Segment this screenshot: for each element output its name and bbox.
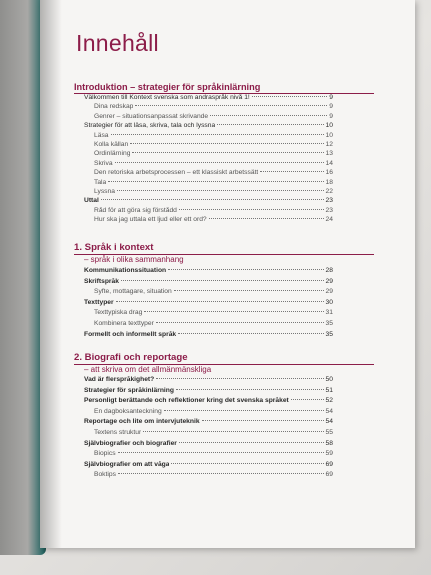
toc-entry-title: En dagboksanteckning bbox=[94, 407, 162, 415]
toc-entry-page: 22 bbox=[325, 188, 333, 195]
toc-leader-dots bbox=[101, 199, 324, 200]
toc-entry-title: Biopics bbox=[94, 450, 116, 458]
toc-entry-page: 58 bbox=[325, 439, 333, 447]
toc-entry-title: Råd för att göra sig förstådd bbox=[94, 206, 177, 214]
toc-entry-page: 16 bbox=[325, 169, 333, 177]
toc-entry bbox=[74, 267, 333, 277]
toc-entry bbox=[74, 320, 333, 330]
toc-entry bbox=[74, 450, 333, 460]
toc-leader-dots bbox=[121, 280, 324, 281]
section-heading-ch1: 1. Språk i kontext bbox=[74, 242, 374, 255]
toc-entry-page: 18 bbox=[325, 178, 333, 186]
toc-entry-page: 69 bbox=[325, 460, 333, 468]
toc-entry bbox=[74, 397, 333, 407]
toc-leader-dots bbox=[176, 389, 324, 390]
toc-entry-title: Boktips bbox=[94, 471, 116, 479]
toc-entry-title: Dina redskap bbox=[94, 103, 134, 111]
section-heading-intro: Introduktion – strategier för språkinlärning bbox=[74, 82, 374, 94]
toc-entry-page: 23 bbox=[325, 206, 333, 214]
toc-entry-title: Välkommen till Kontext svenska som andraspråk nivå 1! bbox=[84, 94, 250, 101]
toc-entry-title: Skriftspråk bbox=[84, 277, 119, 285]
toc-entry-page: 30 bbox=[325, 298, 333, 306]
toc-entry-title: Texttypiska drag bbox=[94, 309, 143, 317]
toc-entry-page: 69 bbox=[325, 471, 333, 479]
toc-entry-page: 35 bbox=[325, 330, 333, 338]
toc-entry-title: Läsa bbox=[94, 131, 109, 139]
toc-leader-dots bbox=[179, 209, 324, 210]
toc-entry-title: Genrer – situationsanpassat skrivande bbox=[94, 112, 209, 120]
toc-entry-title: Syfte, mottagare, situation bbox=[94, 288, 172, 296]
toc-entry bbox=[74, 440, 333, 450]
toc-entry-page: 9 bbox=[329, 94, 333, 101]
toc-entry-title: Den retoriska arbetsprocessen – ett klassiskt arbetssätt bbox=[94, 169, 259, 177]
toc-entry-title: Textens struktur bbox=[94, 429, 142, 436]
toc-entry-title: Kommunikationssituation bbox=[84, 267, 167, 274]
toc-leader-dots bbox=[118, 452, 324, 453]
toc-leader-dots bbox=[135, 105, 327, 106]
toc-entry bbox=[74, 278, 333, 288]
toc-entry-title: Skriva bbox=[94, 159, 113, 167]
toc-entry bbox=[74, 429, 333, 439]
toc-entry-page: 54 bbox=[325, 418, 333, 426]
toc-leader-dots bbox=[130, 143, 323, 144]
toc-entry-title: Lyssna bbox=[94, 188, 115, 195]
toc-leader-dots bbox=[164, 410, 324, 411]
toc-leader-dots bbox=[156, 378, 323, 379]
toc-entry-page: 29 bbox=[325, 288, 333, 296]
toc-entry-page: 9 bbox=[329, 112, 333, 120]
toc-entry-title: Tala bbox=[94, 178, 107, 186]
toc-leader-dots bbox=[217, 124, 323, 125]
toc-entry-title: Kolla källan bbox=[94, 141, 129, 148]
toc-leader-dots bbox=[117, 190, 324, 191]
toc-leader-dots bbox=[291, 399, 324, 400]
toc-entry bbox=[74, 288, 333, 298]
toc-entry-title: Vad är flerspråkighet? bbox=[84, 376, 155, 383]
toc-leader-dots bbox=[174, 290, 324, 291]
toc-entry-title: Strategier för språkinlärning bbox=[84, 386, 174, 394]
toc-entry-page: 52 bbox=[325, 397, 333, 405]
toc-entry-page: 23 bbox=[325, 197, 333, 205]
toc-leader-dots bbox=[210, 115, 327, 116]
toc-leader-dots bbox=[108, 181, 323, 182]
toc-entry-page: 35 bbox=[325, 320, 333, 327]
toc-entry-page: 59 bbox=[325, 450, 333, 458]
toc-entry bbox=[74, 471, 333, 481]
toc-leader-dots bbox=[156, 322, 324, 323]
toc-entry-title: Ordinlärning bbox=[94, 150, 131, 158]
toc-entry-page: 28 bbox=[325, 267, 333, 274]
toc-entry bbox=[74, 461, 333, 471]
section-subtitle-ch1: – språk i olika sammanhang bbox=[84, 255, 184, 264]
toc-entry-page: 12 bbox=[325, 141, 333, 148]
toc-entry-page: 55 bbox=[325, 429, 333, 436]
toc-entry bbox=[74, 309, 333, 319]
toc-entry-page: 31 bbox=[325, 309, 333, 317]
toc-leader-dots bbox=[178, 333, 323, 334]
toc-entry-page: 10 bbox=[325, 131, 333, 139]
toc-entry-title: Texttyper bbox=[84, 298, 114, 306]
toc-leader-dots bbox=[111, 134, 324, 135]
toc-leader-dots bbox=[118, 473, 324, 474]
toc-entry-page: 51 bbox=[325, 386, 333, 394]
toc-entry bbox=[74, 408, 333, 418]
toc-entry-title: Uttal bbox=[84, 197, 99, 205]
toc-entry-page: 14 bbox=[325, 159, 333, 167]
toc-entry-title: Hur ska jag uttala ett ljud eller ett ord? bbox=[94, 216, 207, 224]
toc-entry-title: Personligt berättande och reflektioner kring det svenska språket bbox=[84, 397, 289, 405]
toc-entry-page: 13 bbox=[325, 150, 333, 158]
toc-leader-dots bbox=[171, 463, 323, 464]
toc-entry bbox=[74, 418, 333, 428]
toc-entry bbox=[74, 331, 333, 341]
toc-entry-page: 24 bbox=[325, 216, 333, 224]
toc-entry-page: 29 bbox=[325, 277, 333, 285]
toc-entry bbox=[74, 376, 333, 386]
section-subtitle-ch2: – att skriva om det allmänmänskliga bbox=[84, 365, 212, 374]
toc-leader-dots bbox=[209, 218, 324, 219]
page-title: Innehåll bbox=[76, 30, 159, 56]
toc-leader-dots bbox=[179, 442, 324, 443]
toc-leader-dots bbox=[144, 311, 323, 312]
toc-leader-dots bbox=[115, 162, 324, 163]
toc-leader-dots bbox=[168, 269, 323, 270]
toc-entry-title: Självbiografier om att våga bbox=[84, 460, 170, 468]
toc-entry-title: Självbiografier och biografier bbox=[84, 439, 177, 447]
toc-entry-title: Strategier för att läsa, skriva, tala och lyssna bbox=[84, 122, 216, 130]
toc-leader-dots bbox=[143, 431, 323, 432]
toc-entry-page: 50 bbox=[325, 376, 333, 383]
toc-entry bbox=[74, 387, 333, 397]
toc-leader-dots bbox=[132, 152, 323, 153]
toc-entry-page: 9 bbox=[329, 103, 333, 111]
toc-entry-page: 54 bbox=[325, 407, 333, 415]
toc-entry-title: Formellt och informellt språk bbox=[84, 330, 177, 338]
toc-entry bbox=[74, 299, 333, 309]
section-heading-ch2: 2. Biografi och reportage bbox=[74, 352, 374, 365]
toc-leader-dots bbox=[260, 171, 323, 172]
toc-entry-page: 10 bbox=[325, 122, 333, 130]
toc-entry bbox=[74, 216, 333, 226]
toc-leader-dots bbox=[202, 420, 324, 421]
toc-entry-title: Kombinera texttyper bbox=[94, 320, 154, 327]
toc-entry-title: Reportage och lite om intervjuteknik bbox=[84, 418, 200, 426]
toc-leader-dots bbox=[116, 301, 324, 302]
toc-leader-dots bbox=[252, 96, 327, 97]
